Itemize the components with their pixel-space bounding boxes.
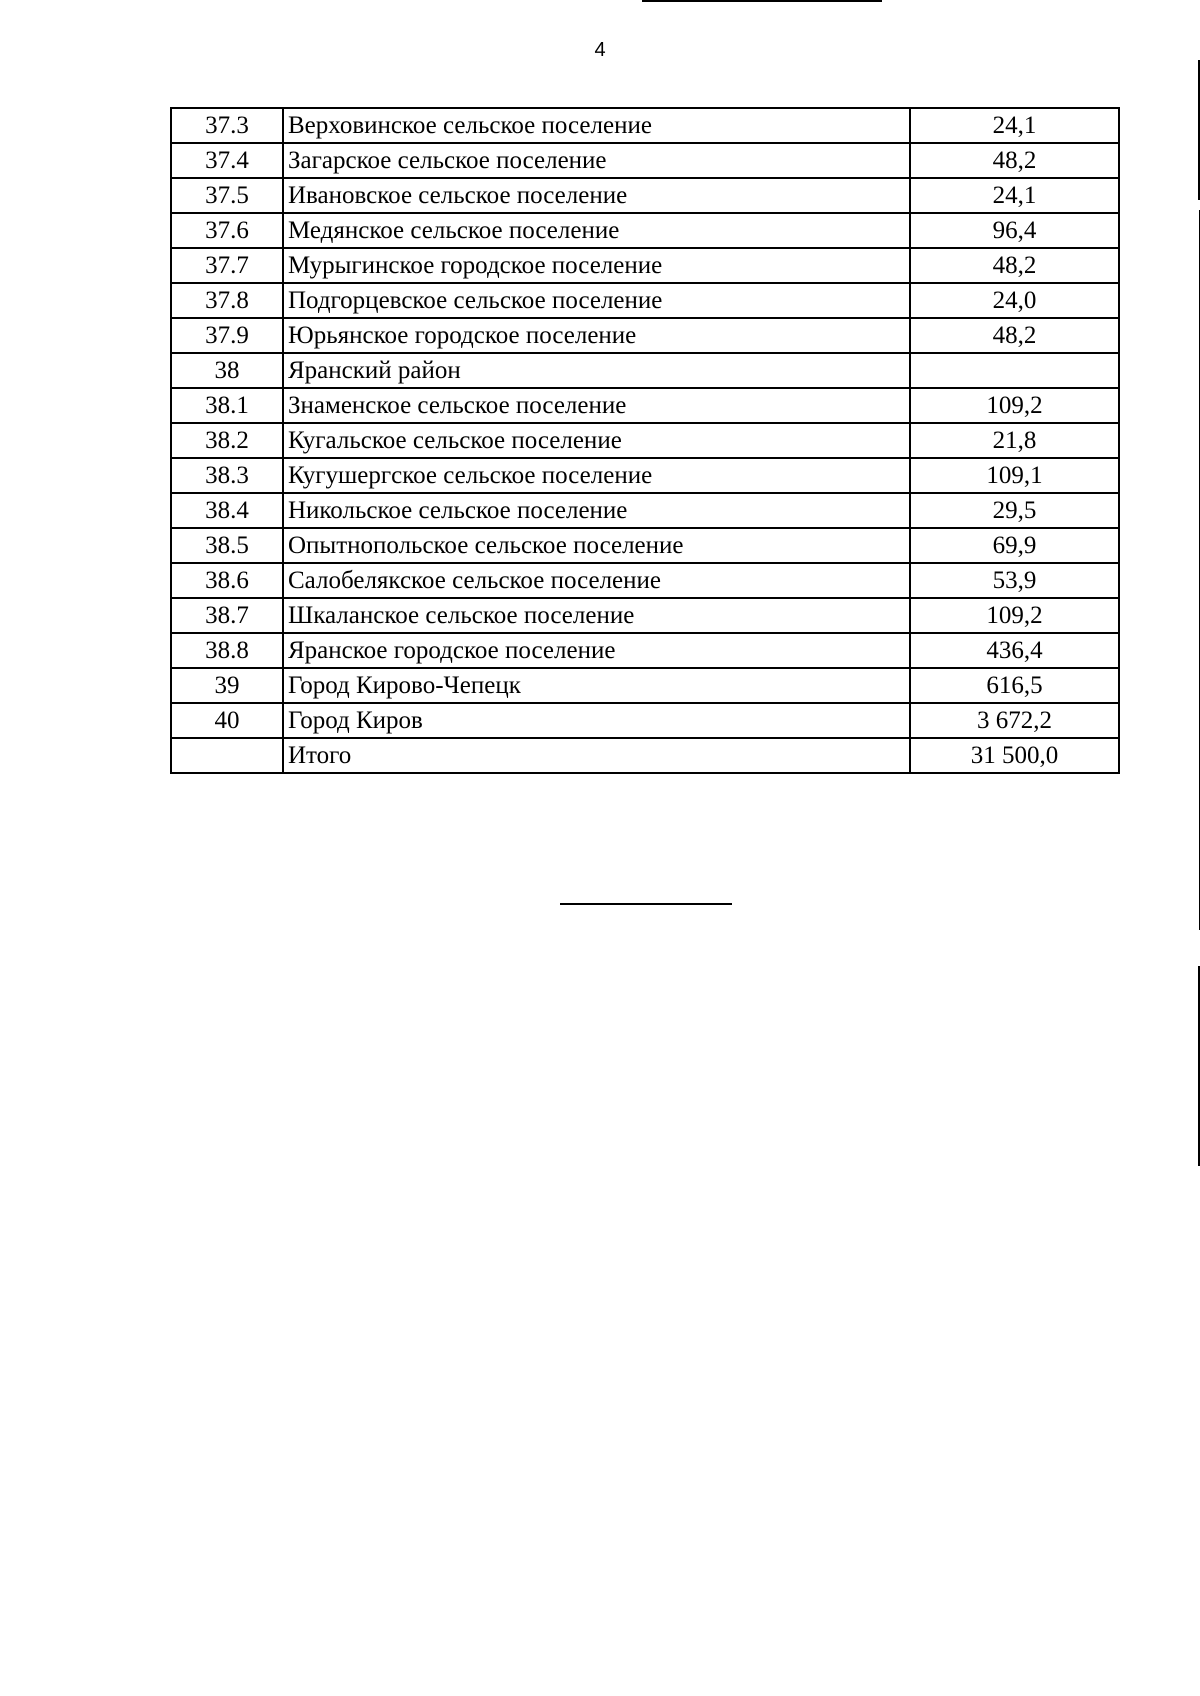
row-name: Яранское городское поселение	[283, 633, 910, 668]
allocation-table	[170, 107, 1120, 774]
row-name: Город Кирово-Чепецк	[283, 668, 910, 703]
table-row	[171, 283, 1119, 318]
row-name: Шкаланское сельское поселение	[283, 598, 910, 633]
row-value: 616,5	[910, 668, 1119, 703]
row-name: Юрьянское городское поселение	[283, 318, 910, 353]
row-value: 21,8	[910, 423, 1119, 458]
table-row	[171, 248, 1119, 283]
table-row	[171, 388, 1119, 423]
row-number: 37.9	[171, 318, 283, 353]
closing-rule	[560, 903, 732, 905]
row-value: 24,1	[910, 108, 1119, 143]
row-name: Салобелякское сельское поселение	[283, 563, 910, 598]
table-row	[171, 458, 1119, 493]
row-number: 38.5	[171, 528, 283, 563]
row-name: Никольское сельское поселение	[283, 493, 910, 528]
row-number: 40	[171, 703, 283, 738]
row-value: 31 500,0	[910, 738, 1119, 773]
row-number: 38.4	[171, 493, 283, 528]
row-number: 39	[171, 668, 283, 703]
row-number: 38.2	[171, 423, 283, 458]
row-number: 37.7	[171, 248, 283, 283]
table-row	[171, 563, 1119, 598]
row-value: 29,5	[910, 493, 1119, 528]
table-row	[171, 318, 1119, 353]
table-row	[171, 213, 1119, 248]
page-number	[594, 39, 606, 61]
row-value: 109,1	[910, 458, 1119, 493]
table-row	[171, 528, 1119, 563]
table-row	[171, 703, 1119, 738]
page-number-text: 4	[594, 39, 606, 61]
row-number: 38.8	[171, 633, 283, 668]
row-name: Знаменское сельское поселение	[283, 388, 910, 423]
row-name: Загарское сельское поселение	[283, 143, 910, 178]
table-row-total	[171, 738, 1119, 773]
table-row	[171, 423, 1119, 458]
row-name: Опытнопольское сельское поселение	[283, 528, 910, 563]
row-name: Подгорцевское сельское поселение	[283, 283, 910, 318]
table-row	[171, 493, 1119, 528]
table-row	[171, 598, 1119, 633]
row-value: 48,2	[910, 248, 1119, 283]
row-number: 38.1	[171, 388, 283, 423]
row-value	[910, 353, 1119, 388]
row-value: 53,9	[910, 563, 1119, 598]
row-number: 38.7	[171, 598, 283, 633]
row-number: 37.3	[171, 108, 283, 143]
row-number: 38.3	[171, 458, 283, 493]
row-name: Кугальское сельское поселение	[283, 423, 910, 458]
row-number: 37.6	[171, 213, 283, 248]
row-value: 109,2	[910, 598, 1119, 633]
row-name: Яранский район	[283, 353, 910, 388]
row-name: Верховинское сельское поселение	[283, 108, 910, 143]
row-name: Медянское сельское поселение	[283, 213, 910, 248]
row-value: 48,2	[910, 318, 1119, 353]
table-row	[171, 668, 1119, 703]
row-name: Ивановское сельское поселение	[283, 178, 910, 213]
row-name: Мурыгинское городское поселение	[283, 248, 910, 283]
row-value: 24,0	[910, 283, 1119, 318]
row-value: 24,1	[910, 178, 1119, 213]
table-row	[171, 143, 1119, 178]
row-value: 96,4	[910, 213, 1119, 248]
row-number: 38.6	[171, 563, 283, 598]
row-value: 69,9	[910, 528, 1119, 563]
table-row	[171, 633, 1119, 668]
table-row	[171, 178, 1119, 213]
row-number: 38	[171, 353, 283, 388]
row-name: Город Киров	[283, 703, 910, 738]
top-rule	[642, 0, 882, 2]
row-value: 436,4	[910, 633, 1119, 668]
table-row	[171, 108, 1119, 143]
row-name: Итого	[283, 738, 910, 773]
row-value: 48,2	[910, 143, 1119, 178]
row-name: Кугушергское сельское поселение	[283, 458, 910, 493]
row-number	[171, 738, 283, 773]
row-value: 3 672,2	[910, 703, 1119, 738]
row-number: 37.8	[171, 283, 283, 318]
row-number: 37.5	[171, 178, 283, 213]
row-number: 37.4	[171, 143, 283, 178]
table-row	[171, 353, 1119, 388]
row-value: 109,2	[910, 388, 1119, 423]
